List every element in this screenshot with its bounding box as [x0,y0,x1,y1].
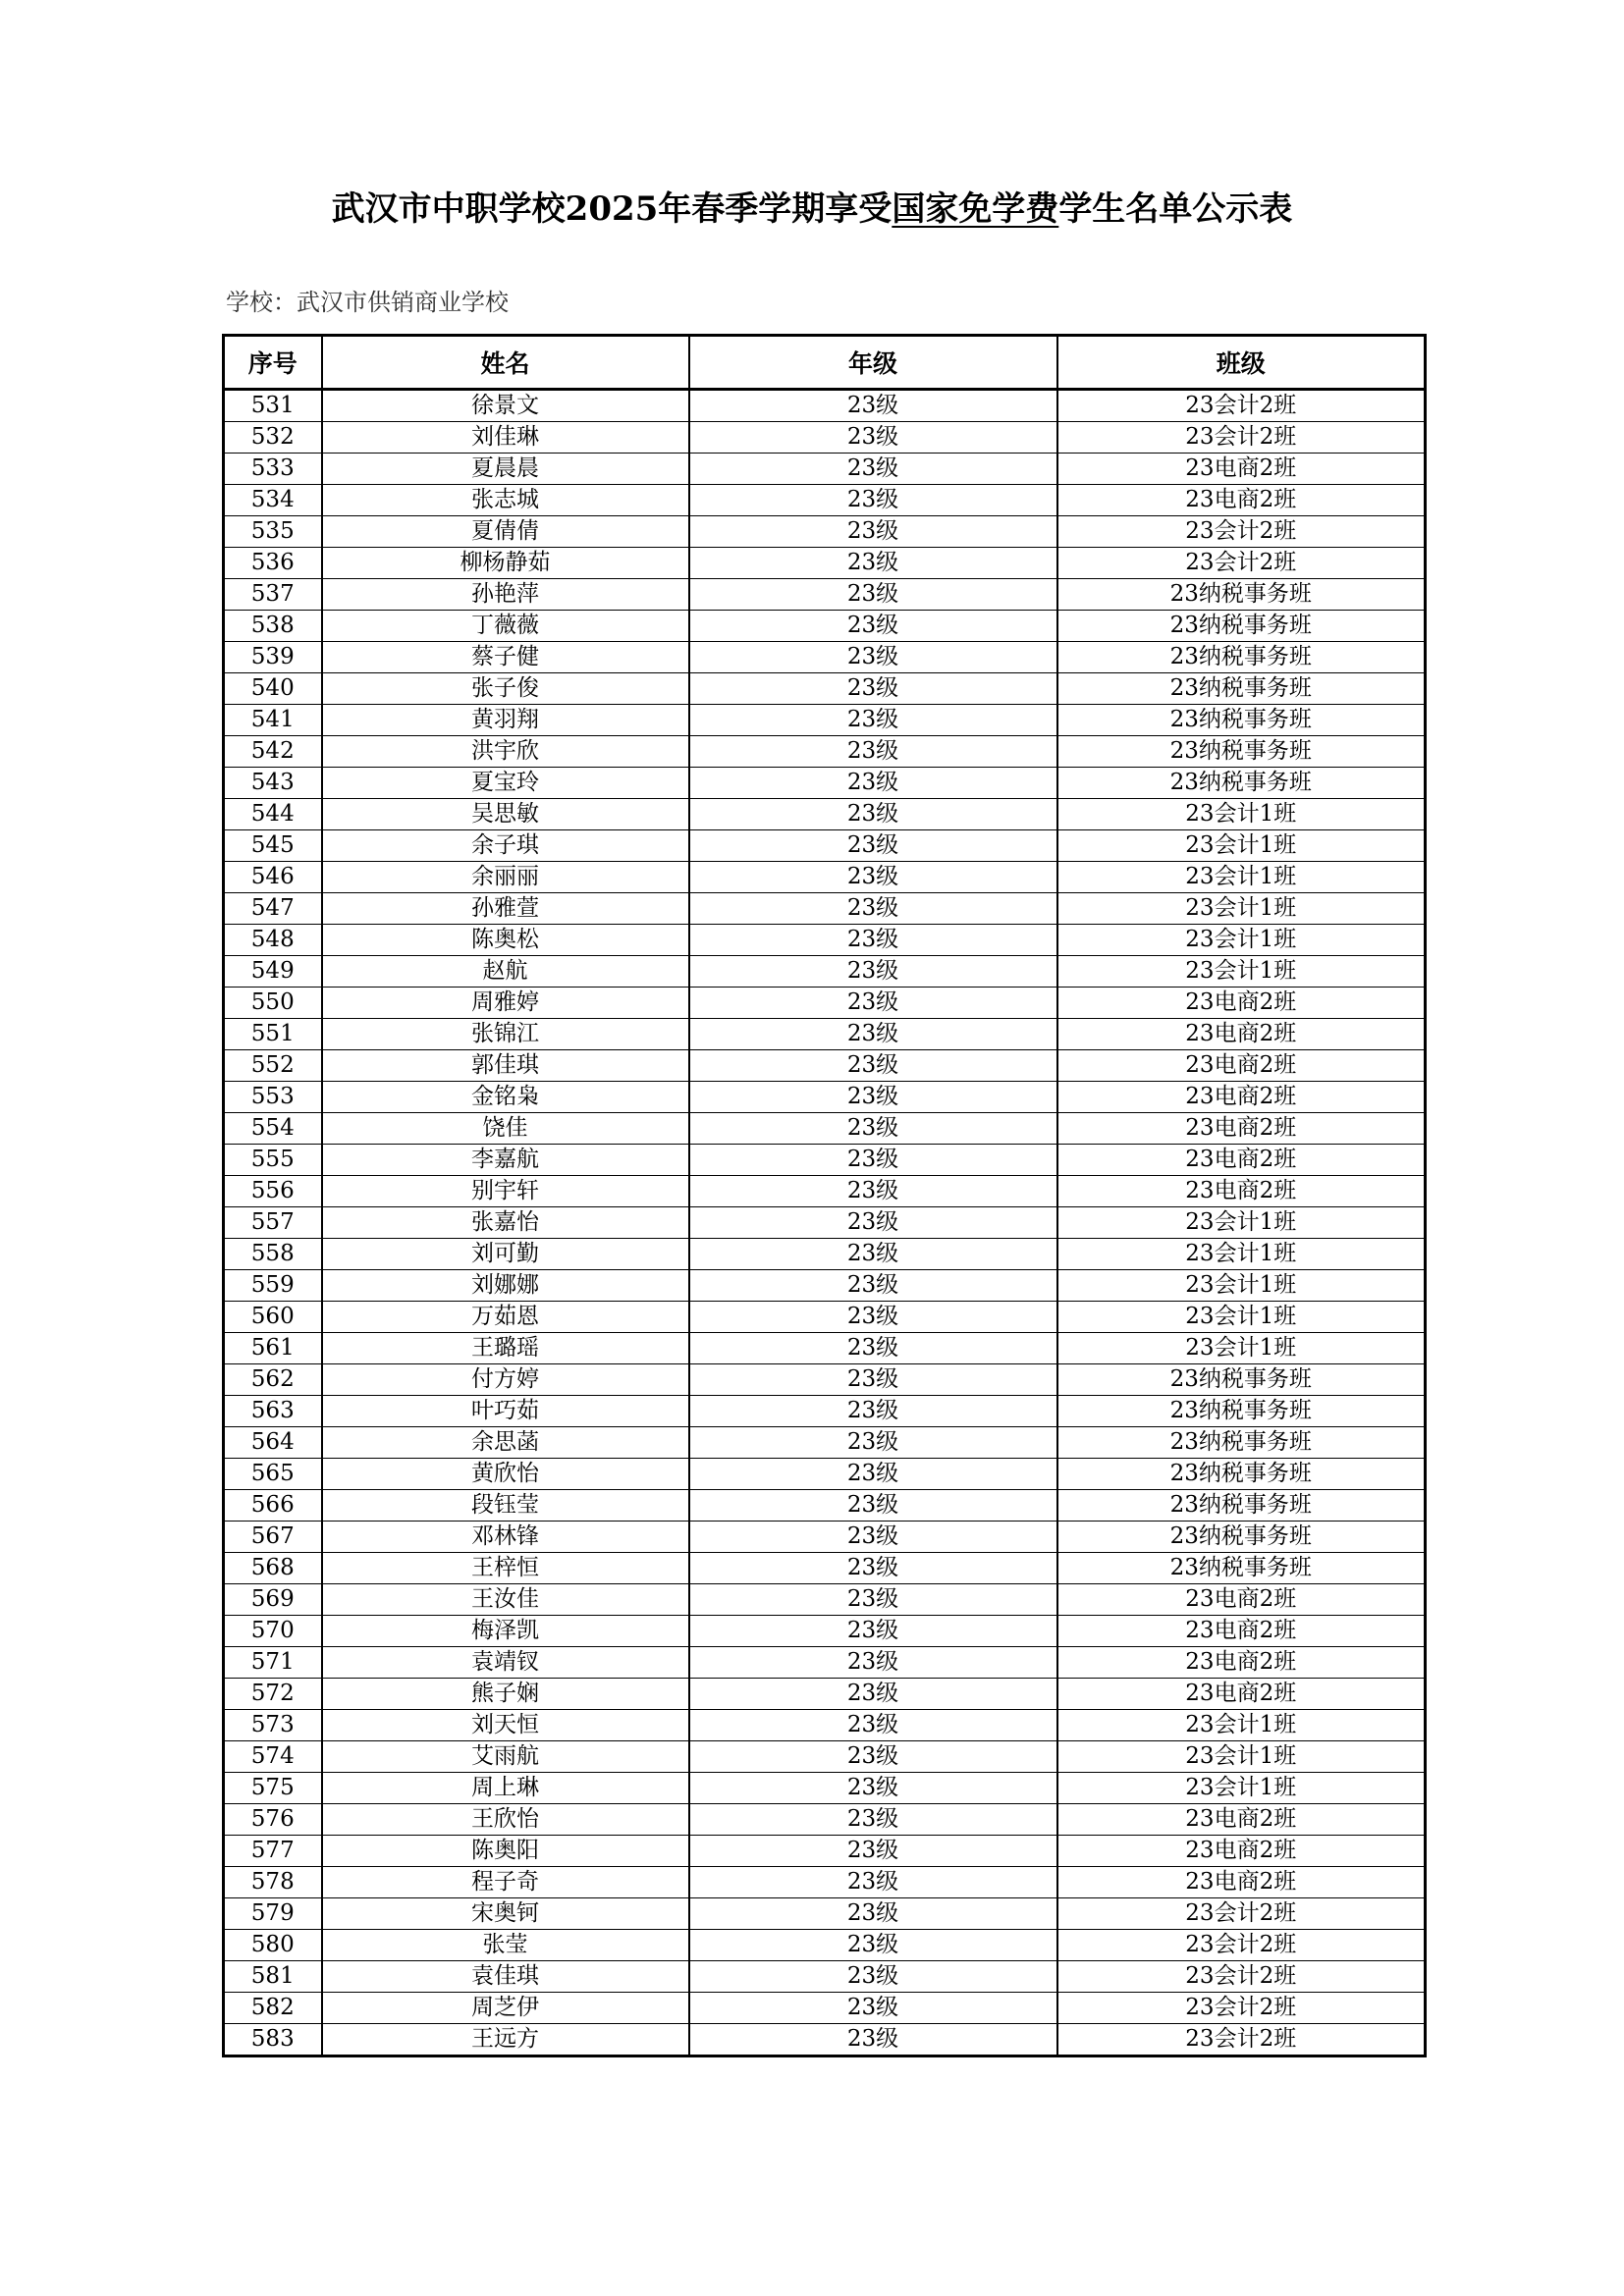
cell-class: 23会计1班 [1057,1239,1426,1270]
cell-grade: 23级 [689,799,1057,830]
cell-grade: 23级 [689,422,1057,454]
cell-grade: 23级 [689,736,1057,768]
cell-class: 23电商2班 [1057,1804,1426,1836]
cell-name: 张子俊 [322,673,689,705]
cell-grade: 23级 [689,1647,1057,1679]
table-row [224,1302,1426,1333]
cell-grade: 23级 [689,1898,1057,1930]
cell-grade: 23级 [689,1113,1057,1145]
cell-serial: 570 [224,1616,322,1647]
cell-class: 23会计2班 [1057,1898,1426,1930]
cell-name: 周上琳 [322,1773,689,1804]
cell-class: 23会计2班 [1057,422,1426,454]
table-row [224,1490,1426,1522]
cell-class: 23电商2班 [1057,1616,1426,1647]
table-row [224,516,1426,548]
cell-class: 23会计1班 [1057,925,1426,956]
cell-class: 23纳税事务班 [1057,705,1426,736]
cell-serial: 560 [224,1302,322,1333]
cell-serial: 565 [224,1459,322,1490]
cell-class: 23会计2班 [1057,1961,1426,1993]
cell-grade: 23级 [689,642,1057,673]
cell-serial: 545 [224,830,322,862]
cell-class: 23纳税事务班 [1057,673,1426,705]
cell-class: 23纳税事务班 [1057,768,1426,799]
cell-grade: 23级 [689,1553,1057,1584]
header-class: 班级 [1057,336,1426,390]
cell-class: 23电商2班 [1057,454,1426,485]
cell-class: 23电商2班 [1057,1082,1426,1113]
cell-serial: 541 [224,705,322,736]
cell-grade: 23级 [689,1804,1057,1836]
table-row [224,1930,1426,1961]
table-row [224,1145,1426,1176]
cell-class: 23纳税事务班 [1057,1553,1426,1584]
cell-grade: 23级 [689,1302,1057,1333]
table-row [224,1333,1426,1364]
cell-class: 23纳税事务班 [1057,1490,1426,1522]
table-row [224,1176,1426,1207]
cell-serial: 574 [224,1741,322,1773]
table-row [224,1836,1426,1867]
table-row [224,1270,1426,1302]
table-row [224,1741,1426,1773]
cell-name: 宋奥钶 [322,1898,689,1930]
cell-name: 刘天恒 [322,1710,689,1741]
cell-name: 夏宝玲 [322,768,689,799]
cell-serial: 551 [224,1019,322,1050]
cell-serial: 534 [224,485,322,516]
cell-name: 李嘉航 [322,1145,689,1176]
cell-name: 别宇轩 [322,1176,689,1207]
cell-serial: 558 [224,1239,322,1270]
cell-serial: 531 [224,390,322,422]
table-row [224,1804,1426,1836]
cell-class: 23纳税事务班 [1057,642,1426,673]
cell-serial: 557 [224,1207,322,1239]
table-header-row [224,336,1426,390]
cell-serial: 575 [224,1773,322,1804]
cell-name: 赵航 [322,956,689,988]
cell-class: 23纳税事务班 [1057,579,1426,611]
cell-grade: 23级 [689,988,1057,1019]
cell-serial: 578 [224,1867,322,1898]
table-row [224,768,1426,799]
cell-name: 陈奥阳 [322,1836,689,1867]
cell-serial: 552 [224,1050,322,1082]
cell-grade: 23级 [689,1364,1057,1396]
cell-class: 23会计1班 [1057,1741,1426,1773]
table-row [224,1207,1426,1239]
cell-grade: 23级 [689,1490,1057,1522]
cell-serial: 546 [224,862,322,893]
cell-class: 23电商2班 [1057,1867,1426,1898]
cell-grade: 23级 [689,1176,1057,1207]
cell-name: 袁佳琪 [322,1961,689,1993]
cell-serial: 567 [224,1522,322,1553]
cell-serial: 544 [224,799,322,830]
table-row [224,1679,1426,1710]
table-row [224,548,1426,579]
cell-serial: 554 [224,1113,322,1145]
table-row [224,705,1426,736]
cell-grade: 23级 [689,1239,1057,1270]
cell-name: 周雅婷 [322,988,689,1019]
cell-serial: 533 [224,454,322,485]
table-row [224,1364,1426,1396]
school-line [226,285,509,320]
cell-name: 陈奥松 [322,925,689,956]
cell-name: 黄羽翔 [322,705,689,736]
table-row [224,988,1426,1019]
cell-serial: 564 [224,1427,322,1459]
table-row [224,1522,1426,1553]
cell-serial: 542 [224,736,322,768]
table-row [224,1898,1426,1930]
cell-name: 叶巧茹 [322,1396,689,1427]
cell-class: 23会计1班 [1057,1270,1426,1302]
cell-class: 23会计1班 [1057,1302,1426,1333]
cell-class: 23电商2班 [1057,1019,1426,1050]
cell-grade: 23级 [689,1836,1057,1867]
cell-class: 23电商2班 [1057,1145,1426,1176]
cell-name: 余子琪 [322,830,689,862]
table-row [224,485,1426,516]
cell-serial: 568 [224,1553,322,1584]
cell-class: 23纳税事务班 [1057,1459,1426,1490]
cell-grade: 23级 [689,611,1057,642]
cell-class: 23电商2班 [1057,1679,1426,1710]
cell-grade: 23级 [689,1584,1057,1616]
cell-serial: 571 [224,1647,322,1679]
cell-name: 夏倩倩 [322,516,689,548]
cell-serial: 580 [224,1930,322,1961]
table-row [224,956,1426,988]
cell-name: 段钰莹 [322,1490,689,1522]
cell-grade: 23级 [689,1050,1057,1082]
table-row [224,1710,1426,1741]
cell-name: 王远方 [322,2024,689,2056]
cell-class: 23电商2班 [1057,988,1426,1019]
cell-name: 袁靖钗 [322,1647,689,1679]
cell-serial: 532 [224,422,322,454]
cell-grade: 23级 [689,1773,1057,1804]
cell-class: 23电商2班 [1057,1584,1426,1616]
cell-class: 23纳税事务班 [1057,611,1426,642]
header-grade: 年级 [689,336,1057,390]
table-row [224,2024,1426,2056]
cell-grade: 23级 [689,1270,1057,1302]
cell-grade: 23级 [689,1396,1057,1427]
cell-serial: 555 [224,1145,322,1176]
cell-grade: 23级 [689,768,1057,799]
cell-name: 孙雅萱 [322,893,689,925]
table-row [224,1050,1426,1082]
cell-serial: 562 [224,1364,322,1396]
school-label: 学校： [226,289,297,316]
school-name: 武汉市供销商业学校 [297,289,509,316]
cell-class: 23会计2班 [1057,516,1426,548]
cell-name: 艾雨航 [322,1741,689,1773]
cell-name: 付方婷 [322,1364,689,1396]
cell-grade: 23级 [689,1710,1057,1741]
cell-grade: 23级 [689,893,1057,925]
title-underlined: 国家免学费 [892,189,1059,229]
table-row [224,1993,1426,2024]
table-row [224,1239,1426,1270]
cell-name: 黄欣怡 [322,1459,689,1490]
table-row [224,673,1426,705]
cell-name: 郭佳琪 [322,1050,689,1082]
cell-grade: 23级 [689,454,1057,485]
cell-name: 王梓恒 [322,1553,689,1584]
cell-serial: 559 [224,1270,322,1302]
cell-serial: 539 [224,642,322,673]
cell-grade: 23级 [689,1145,1057,1176]
table-row [224,893,1426,925]
table-row [224,1773,1426,1804]
cell-serial: 535 [224,516,322,548]
cell-class: 23会计2班 [1057,2024,1426,2056]
cell-grade: 23级 [689,925,1057,956]
cell-serial: 540 [224,673,322,705]
cell-name: 邓林锋 [322,1522,689,1553]
title-prefix: 武汉市中职学校2025年春季学期享受 [331,189,893,229]
cell-serial: 536 [224,548,322,579]
table-row [224,642,1426,673]
table-row [224,1961,1426,1993]
cell-name: 余丽丽 [322,862,689,893]
table-row [224,1553,1426,1584]
cell-serial: 579 [224,1898,322,1930]
cell-name: 金铭枭 [322,1082,689,1113]
table-row [224,611,1426,642]
cell-serial: 581 [224,1961,322,1993]
cell-class: 23纳税事务班 [1057,736,1426,768]
table-row [224,830,1426,862]
cell-name: 孙艳萍 [322,579,689,611]
cell-name: 洪宇欣 [322,736,689,768]
cell-grade: 23级 [689,862,1057,893]
table-row [224,736,1426,768]
cell-class: 23电商2班 [1057,1647,1426,1679]
table-row [224,422,1426,454]
cell-class: 23电商2班 [1057,1836,1426,1867]
cell-grade: 23级 [689,1207,1057,1239]
cell-class: 23电商2班 [1057,1113,1426,1145]
table-row [224,1584,1426,1616]
title-suffix: 学生名单公示表 [1058,189,1293,229]
cell-class: 23会计2班 [1057,548,1426,579]
cell-grade: 23级 [689,1019,1057,1050]
cell-name: 王璐瑶 [322,1333,689,1364]
cell-serial: 549 [224,956,322,988]
table-row [224,1616,1426,1647]
cell-grade: 23级 [689,1459,1057,1490]
cell-class: 23会计1班 [1057,830,1426,862]
cell-grade: 23级 [689,548,1057,579]
cell-serial: 583 [224,2024,322,2056]
header-name: 姓名 [322,336,689,390]
cell-name: 张莹 [322,1930,689,1961]
cell-grade: 23级 [689,1961,1057,1993]
cell-serial: 550 [224,988,322,1019]
cell-serial: 547 [224,893,322,925]
cell-serial: 573 [224,1710,322,1741]
cell-serial: 561 [224,1333,322,1364]
cell-name: 梅泽凯 [322,1616,689,1647]
cell-grade: 23级 [689,1930,1057,1961]
cell-name: 夏晨晨 [322,454,689,485]
cell-grade: 23级 [689,390,1057,422]
cell-name: 饶佳 [322,1113,689,1145]
table-row [224,1459,1426,1490]
cell-serial: 543 [224,768,322,799]
cell-serial: 548 [224,925,322,956]
cell-name: 王欣怡 [322,1804,689,1836]
cell-serial: 572 [224,1679,322,1710]
cell-serial: 577 [224,1836,322,1867]
cell-class: 23电商2班 [1057,1050,1426,1082]
table-row [224,1427,1426,1459]
cell-class: 23纳税事务班 [1057,1522,1426,1553]
cell-class: 23会计1班 [1057,1333,1426,1364]
cell-serial: 553 [224,1082,322,1113]
cell-grade: 23级 [689,1082,1057,1113]
cell-class: 23会计1班 [1057,1710,1426,1741]
cell-grade: 23级 [689,1867,1057,1898]
cell-serial: 576 [224,1804,322,1836]
header-serial: 序号 [224,336,322,390]
cell-class: 23电商2班 [1057,1176,1426,1207]
cell-grade: 23级 [689,1522,1057,1553]
cell-class: 23会计2班 [1057,390,1426,422]
cell-class: 23会计1班 [1057,862,1426,893]
table-row [224,1113,1426,1145]
student-roster-table [222,334,1427,2057]
table-row [224,1396,1426,1427]
cell-name: 张嘉怡 [322,1207,689,1239]
cell-grade: 23级 [689,1993,1057,2024]
cell-class: 23电商2班 [1057,485,1426,516]
cell-name: 余思菡 [322,1427,689,1459]
cell-grade: 23级 [689,516,1057,548]
table-row [224,1867,1426,1898]
cell-class: 23会计1班 [1057,893,1426,925]
cell-name: 吴思敏 [322,799,689,830]
cell-serial: 569 [224,1584,322,1616]
cell-grade: 23级 [689,1427,1057,1459]
cell-class: 23会计1班 [1057,799,1426,830]
cell-serial: 566 [224,1490,322,1522]
cell-class: 23会计1班 [1057,956,1426,988]
cell-name: 刘可勤 [322,1239,689,1270]
cell-grade: 23级 [689,2024,1057,2056]
table-row [224,579,1426,611]
cell-name: 柳杨静茹 [322,548,689,579]
cell-grade: 23级 [689,579,1057,611]
cell-serial: 582 [224,1993,322,2024]
table-row [224,454,1426,485]
cell-grade: 23级 [689,1616,1057,1647]
cell-class: 23会计2班 [1057,1930,1426,1961]
cell-grade: 23级 [689,705,1057,736]
cell-name: 熊子娴 [322,1679,689,1710]
cell-class: 23纳税事务班 [1057,1364,1426,1396]
cell-name: 刘娜娜 [322,1270,689,1302]
cell-name: 张锦江 [322,1019,689,1050]
cell-grade: 23级 [689,830,1057,862]
cell-grade: 23级 [689,1741,1057,1773]
cell-class: 23纳税事务班 [1057,1396,1426,1427]
cell-grade: 23级 [689,1333,1057,1364]
table-row [224,925,1426,956]
cell-class: 23纳税事务班 [1057,1427,1426,1459]
cell-name: 王汝佳 [322,1584,689,1616]
cell-grade: 23级 [689,485,1057,516]
cell-serial: 538 [224,611,322,642]
table-row [224,1019,1426,1050]
cell-grade: 23级 [689,673,1057,705]
page-title [0,185,1624,234]
cell-name: 蔡子健 [322,642,689,673]
cell-serial: 556 [224,1176,322,1207]
cell-grade: 23级 [689,956,1057,988]
cell-serial: 537 [224,579,322,611]
cell-name: 周芝伊 [322,1993,689,2024]
cell-serial: 563 [224,1396,322,1427]
table-body [224,390,1426,2056]
table-row [224,799,1426,830]
table-row [224,862,1426,893]
table-row [224,1647,1426,1679]
cell-grade: 23级 [689,1679,1057,1710]
cell-name: 张志城 [322,485,689,516]
cell-name: 万茹恩 [322,1302,689,1333]
cell-class: 23会计1班 [1057,1207,1426,1239]
cell-class: 23会计1班 [1057,1773,1426,1804]
cell-name: 刘佳琳 [322,422,689,454]
cell-name: 徐景文 [322,390,689,422]
cell-name: 丁薇薇 [322,611,689,642]
cell-class: 23会计2班 [1057,1993,1426,2024]
table-row [224,1082,1426,1113]
table-row [224,390,1426,422]
cell-name: 程子奇 [322,1867,689,1898]
